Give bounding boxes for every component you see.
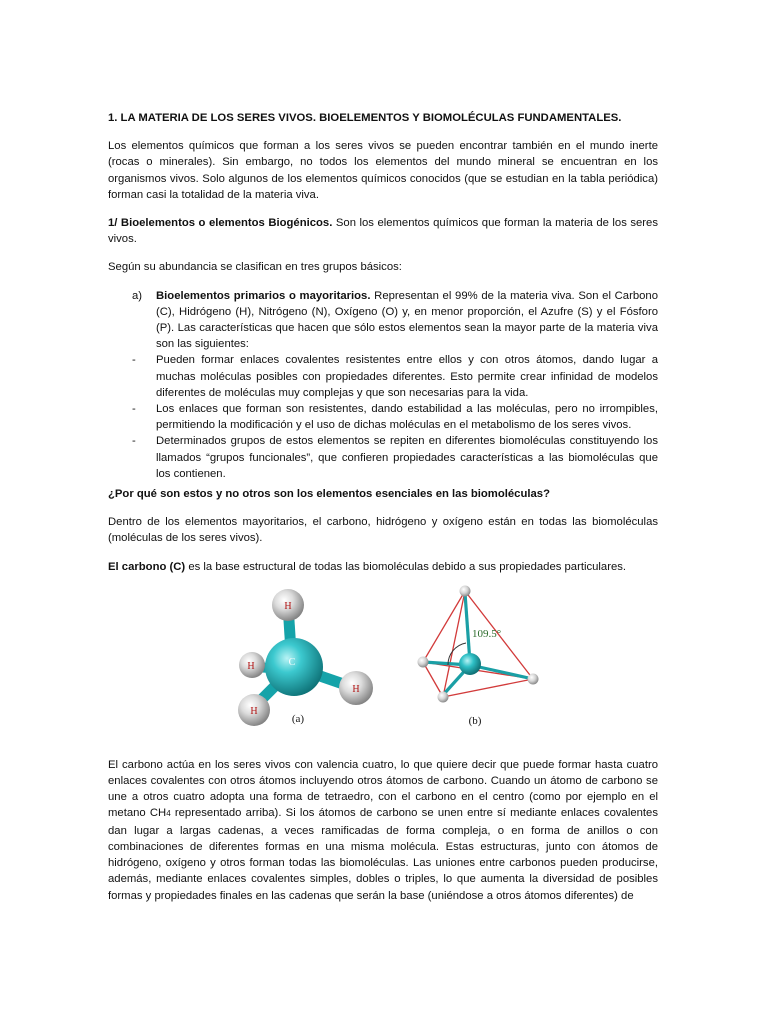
list-item xyxy=(108,288,658,353)
carbon-valence-paragraph xyxy=(108,757,658,904)
bioelements-heading: 1/ Bioelementos o elementos Biogénicos. xyxy=(108,217,333,230)
atom-label-h: H xyxy=(352,683,360,695)
bioelements-list xyxy=(108,288,658,482)
hydrogen-atom xyxy=(528,673,539,684)
atom-label-h: H xyxy=(247,660,255,672)
methane-figure xyxy=(108,585,658,743)
carbon-intro-paragraph xyxy=(108,559,658,575)
atom-label-h: H xyxy=(250,705,258,717)
hydrogen-atom xyxy=(418,656,429,667)
figure-label-a: (a) xyxy=(291,712,305,725)
carbon-heading: El carbono (C) xyxy=(108,560,186,573)
figure-label-b: (b) xyxy=(468,714,482,727)
list-item xyxy=(108,352,658,401)
bioelements-definition: Son los elementos químicos que forman la materia de los seres vivos. xyxy=(108,217,658,246)
list-item-text xyxy=(156,288,658,353)
list-item-text: Pueden formar enlaces covalentes resistentes entre ellos y con otros átomos, dando lugar a muchas moléculas posibles con propiedades diferentes. Esto permite crear infinidad de modelos diferentes de moléculas muy complejas y que son necesarias para la vida. xyxy=(156,354,658,399)
carbon-atom xyxy=(459,653,481,675)
atom-label-h: H xyxy=(284,600,292,612)
list-marker: - xyxy=(132,435,136,448)
hydrogen-atom xyxy=(438,691,449,702)
list-item-text: Determinados grupos de estos elementos se repiten en diferentes biomoléculas constituyendo los llamados “grupos funcionales”, que confieren propiedades características a las biomoléculas que los contienen. xyxy=(156,435,658,480)
closing-text-end: representado arriba). Si los átomos de carbono se unen entre sí mediante enlaces covalentes dan lugar a largas cadenas, a veces ramificadas de forma compleja, o en forma de anillos o con combinaciones de diferentes formas en una misma molécula. Estas estructuras, junto con átomos de hidrógeno, oxígeno y otros forman todas las biomoléculas. Las uniones entre carbonos pueden producirse, además, mediante enlaces covalentes simples, dobles o triples, lo que aumenta la diversidad de posibles formas y propiedades finales en las cadenas que serán la base (uniéndose a otros átomos diferentes) de xyxy=(108,807,658,902)
section-heading: 1. LA MATERIA DE LOS SERES VIVOS. BIOELEMENTOS Y BIOMOLÉCULAS FUNDAMENTALES. xyxy=(108,112,622,124)
list-item xyxy=(108,401,658,433)
list-item-text: Los enlaces que forman son resistentes, dando estabilidad a las moléculas, pero no irrompibles, permitiendo la modificación y el uso de dichas moléculas en el metabolismo de los seres vivos. xyxy=(156,403,658,432)
bond-angle-label: 109.5° xyxy=(472,627,502,640)
document-page xyxy=(108,110,658,904)
question-heading: ¿Por qué son estos y no otros son los elementos esenciales en las biomoléculas? xyxy=(108,488,550,501)
list-marker: a) xyxy=(132,289,143,302)
hydrogen-atom xyxy=(460,585,471,596)
tetrahedron-edges xyxy=(423,591,533,697)
bioelements-paragraph xyxy=(108,215,658,247)
methane-ball-and-stick-model xyxy=(226,585,396,737)
primary-bioelements-text: Representan el 99% de la materia viva. Son el Carbono (C), Hidrógeno (H), Nitrógeno (N), Oxígeno (O) y, en menor proporción, el Azufre (S) y el Fósforo (P). Las características que hacen que sólo estos elementos sean la mayor parte de la materia viva son las siguientes: xyxy=(156,289,658,351)
atom-label-c: C xyxy=(288,656,296,668)
list-marker: - xyxy=(132,354,136,367)
major-elements-paragraph: Dentro de los elementos mayoritarios, el carbono, hidrógeno y oxígeno están en todas las biomoléculas (moléculas de los seres vivos). xyxy=(108,516,658,545)
closing-text-start: El carbono actúa en los seres vivos con valencia cuatro, lo que quiere decir que puede formar hasta cuatro enlaces covalentes con otros átomos incluyendo otros átomos de carbono. Cuando un átomo de carbono se une a otros cuatro adopta una forma de tetraedro, con el carbono en el centro (como por ejemplo en el metano CH xyxy=(108,758,658,820)
carbon-intro-text: es la base estructural de todas las biomoléculas debido a sus propiedades particulares. xyxy=(185,560,627,573)
abundance-paragraph: Según su abundancia se clasifican en tres grupos básicos: xyxy=(108,261,402,274)
intro-paragraph: Los elementos químicos que forman a los seres vivos se pueden encontrar también en el mundo inerte (rocas o minerales). Sin embargo, no todos los elementos del mundo mineral se encuentran en los organismos vivos. Solo algunos de los elementos químicos conocidos (que se estudian en la tabla periódica) forman casi la totalidad de la materia viva. xyxy=(108,140,658,201)
list-item xyxy=(108,433,658,482)
list-marker: - xyxy=(132,403,136,416)
methane-tetrahedron-model xyxy=(408,585,558,737)
methane-subscript: 4 xyxy=(166,809,171,819)
primary-bioelements-heading: Bioelementos primarios o mayoritarios. xyxy=(156,289,371,302)
